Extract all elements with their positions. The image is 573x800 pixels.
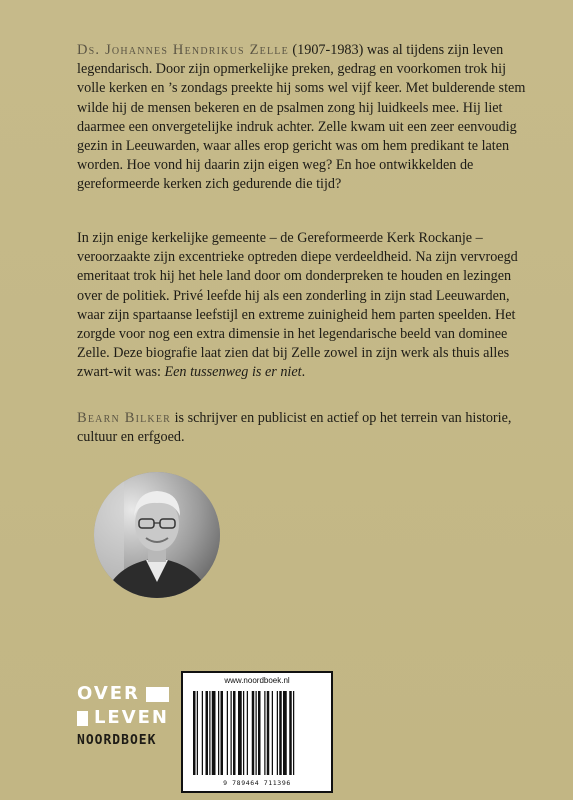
intro-paragraph [77, 41, 527, 195]
barcode-stripe [256, 691, 257, 775]
author-name: Bearn Bilker [77, 410, 172, 426]
publisher-name: NOORDBOEK [77, 733, 157, 748]
publisher-url: www.noordboek.nl [224, 676, 290, 685]
barcode-stripe [193, 691, 196, 775]
biography-paragraph [77, 229, 527, 383]
barcode-stripe [277, 691, 278, 775]
barcode-stripe [279, 691, 282, 775]
barcode-stripe [293, 691, 294, 775]
biography-quote: Een tussenweg is er niet [164, 364, 302, 381]
author-portrait-image [94, 472, 220, 598]
barcode-stripe [283, 691, 287, 775]
barcode-stripe [202, 691, 203, 775]
author-photo [94, 472, 220, 598]
subject-name: Ds. Johannes Hendrikus Zelle [77, 42, 289, 58]
barcode-stripe [197, 691, 198, 775]
biography-end: . [301, 364, 306, 381]
logo-row-over [77, 685, 169, 703]
barcode-stripe [221, 691, 224, 775]
barcode-stripe [243, 691, 244, 775]
barcode-icon [193, 691, 321, 775]
barcode-stripe [258, 691, 261, 775]
barcode-stripe [267, 691, 270, 775]
barcode-stripe [264, 691, 265, 775]
author-bio: is schrijver en publicist en actief op het terrein van historie, cultuur en erfgoed. [77, 410, 512, 446]
logo-word-over: OVER [77, 683, 140, 704]
barcode-stripe [238, 691, 242, 775]
barcode-stripe [252, 691, 255, 775]
barcode-stripe [231, 691, 232, 775]
barcode-stripe [227, 691, 228, 775]
logo-bar [77, 711, 88, 726]
barcode-stripe [209, 691, 210, 775]
barcode-stripe [233, 691, 236, 775]
isbn-number: 9 789464 711396 [223, 779, 291, 787]
barcode-stripe [218, 691, 219, 775]
barcode-stripe [212, 691, 216, 775]
barcode-stripe [272, 691, 273, 775]
author-paragraph [77, 409, 527, 447]
barcode-stripe [247, 691, 248, 775]
barcode-stripe [206, 691, 209, 775]
isbn-barcode [181, 671, 333, 793]
barcode-stripe [289, 691, 292, 775]
publisher-logo [77, 685, 169, 748]
biography-text: In zijn enige kerkelijke gemeente – de Gereformeerde Kerk Rockanje – veroorzaakte zijn excentrieke optreden diepe verdeeldheid. Na zijn vervroegd emeritaat trok hij het hele land door om donderpreken te houden en lezingen over de politiek. Privé leefde hij als een zonderling in zijn stad Leeuwarden, waar zijn spartaanse leefstijl en extreme zuinigheid hem parten speelden. Het zorgde voor nog een extra dimensie in het legendarische beeld van dominee Zelle. Deze biografie laat zien dat bij Zelle zowel in zijn werk als thuis alles zwart-wit was: [77, 230, 518, 381]
logo-row-leven [77, 709, 169, 727]
logo-bar [146, 687, 169, 702]
logo-word-leven: LEVEN [93, 707, 169, 728]
intro-text: (1907-1983) was al tijdens zijn leven legendarisch. Door zijn opmerkelijke preken, gedrag en voorkomen trok hij volle kerken en ’s zondags preekte hij soms wel vijf keer. Met bulderende stem wilde hij de mensen bekeren en de psalmen zong hij luidkeels mee. Hij liet daarmee een onvergetelijke indruk achter. Zelle kwam uit een zeer eenvoudig gezin in Leeuwarden, waar alles erop gericht was om hem predikant te laten worden. Hoe vond hij daarin zijn eigen weg? En hoe ontwikkelden de gereformeerde kerken zich gedurende die tijd? [77, 42, 526, 193]
